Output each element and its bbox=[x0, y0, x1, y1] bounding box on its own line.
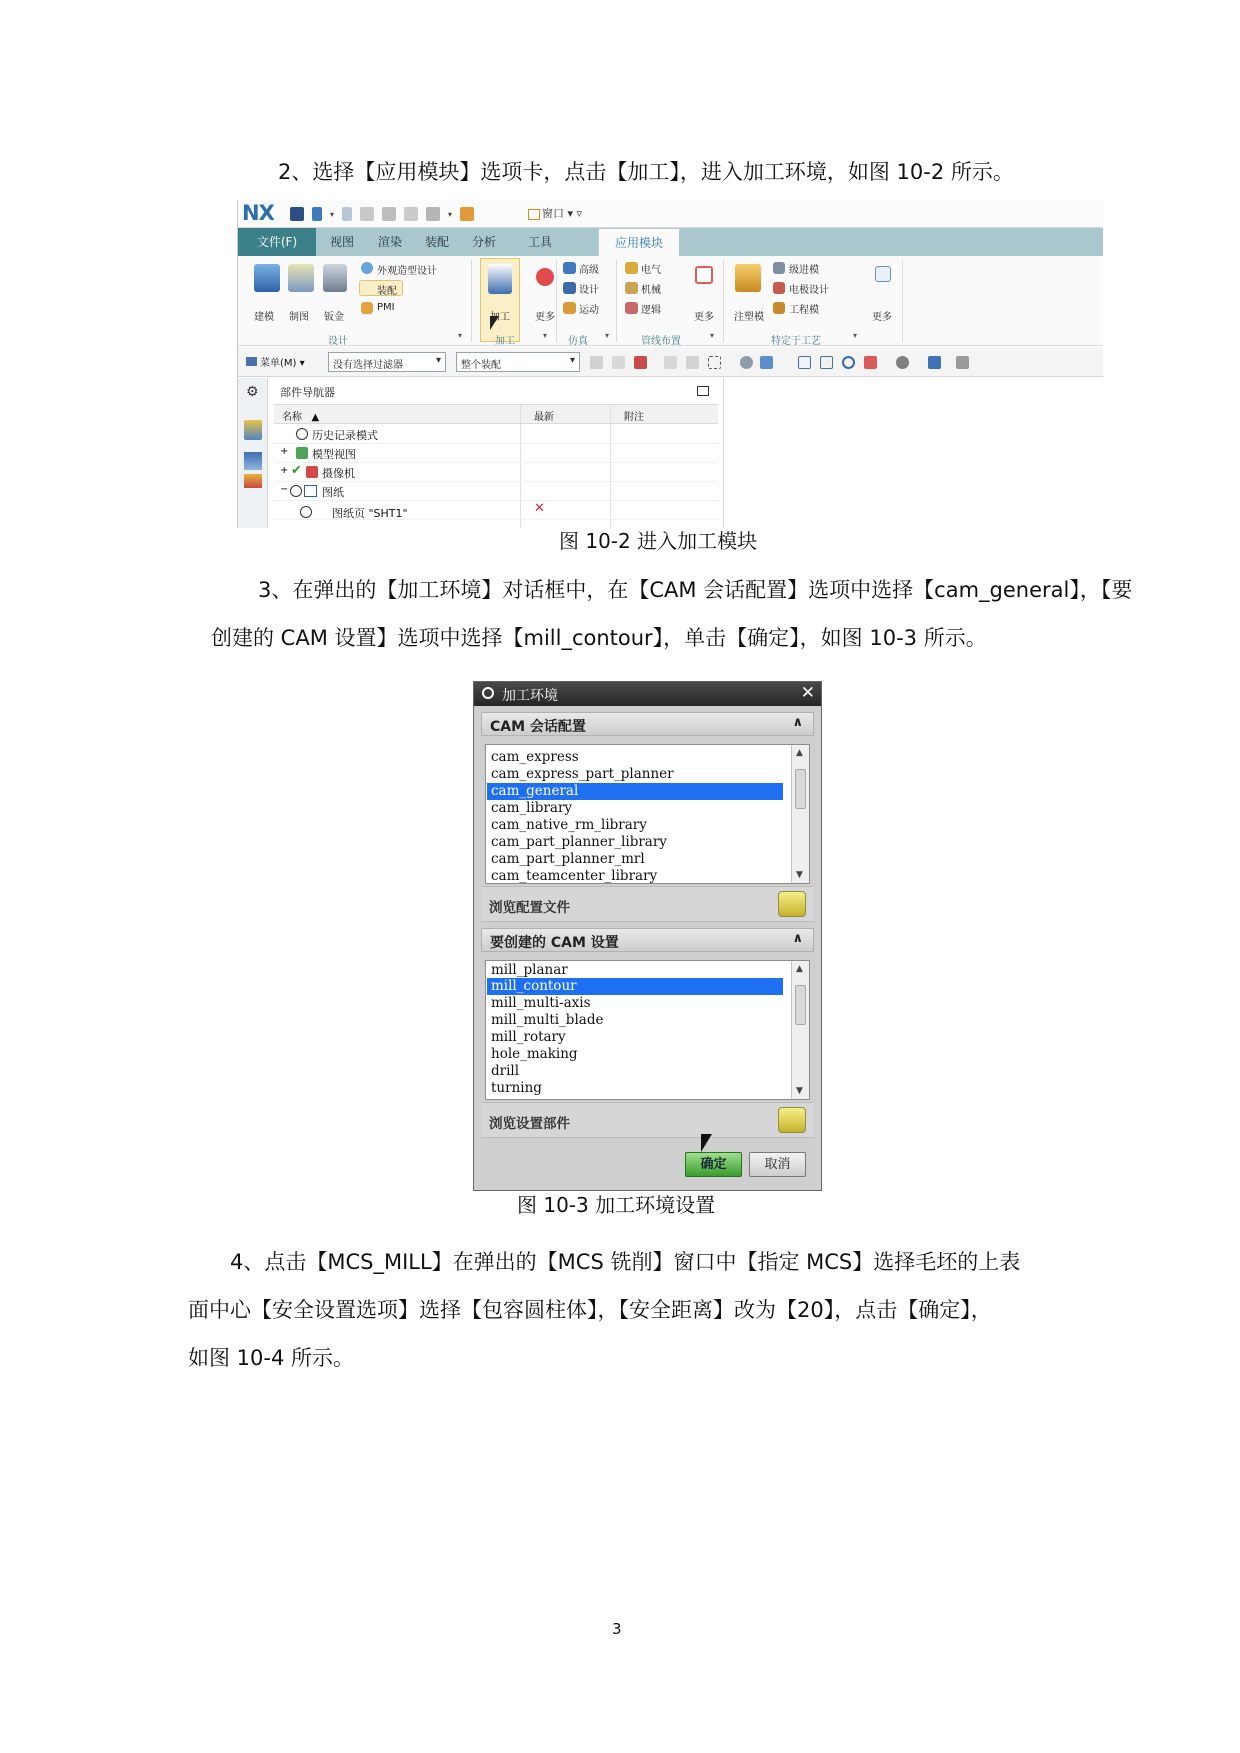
progressive-die-icon[interactable] bbox=[773, 262, 785, 274]
tree-row-history[interactable]: 历史记录模式 bbox=[274, 425, 718, 444]
pmi-icon[interactable] bbox=[361, 302, 373, 314]
list-item[interactable]: cam_express bbox=[491, 749, 579, 765]
fit-view-icon[interactable] bbox=[798, 356, 811, 369]
shape-studio-label[interactable]: 外观造型设计 bbox=[377, 266, 437, 277]
rotate-icon[interactable] bbox=[842, 356, 855, 369]
menu-icon bbox=[246, 357, 257, 366]
ribbon-tab-bar bbox=[238, 228, 1103, 256]
camera-icon bbox=[306, 466, 318, 478]
nx-logo: NX bbox=[242, 201, 274, 225]
expand-icon[interactable]: + bbox=[280, 465, 289, 476]
copy-icon[interactable] bbox=[382, 207, 396, 221]
design-group-label: 设计 bbox=[328, 336, 348, 347]
mechanical-icon[interactable] bbox=[625, 282, 638, 294]
process-more-label[interactable]: 更多 bbox=[872, 312, 892, 323]
engineering-die-icon[interactable] bbox=[773, 302, 785, 314]
step4-paragraph-line2: 面中心【安全设置选项】选择【包容圆柱体】，【安全距离】改为【20】，点击【确定】， bbox=[188, 1298, 992, 1322]
process-group-label: 特定于工艺 bbox=[771, 336, 821, 347]
sphere-icon[interactable] bbox=[740, 356, 753, 369]
browse-config-row bbox=[481, 886, 814, 922]
col-name-header[interactable]: 名称 ▲ bbox=[282, 412, 320, 423]
drafting-label[interactable]: 制图 bbox=[289, 312, 309, 323]
list-item[interactable]: mill_multi_blade bbox=[491, 1012, 604, 1028]
figure-10-3-caption: 图 10-3 加工环境设置 bbox=[517, 1193, 716, 1217]
tab-assembly[interactable]: 装配 bbox=[425, 235, 450, 249]
selection-filter-dropdown[interactable]: 没有选择过滤器 ▾ bbox=[328, 352, 446, 372]
tab-file[interactable]: 文件(F) bbox=[238, 228, 316, 256]
list-item[interactable]: cam_part_planner_mrl bbox=[491, 851, 645, 867]
cam-setup-list[interactable] bbox=[485, 960, 810, 1100]
selection-scope-dropdown[interactable]: 整个装配 ▾ bbox=[456, 352, 580, 372]
electrode-design-icon[interactable] bbox=[773, 282, 785, 294]
ribbon-divider bbox=[556, 260, 557, 342]
part-navigator-title: 部件导航器 bbox=[280, 386, 335, 399]
redo-icon[interactable] bbox=[342, 207, 352, 221]
mechanical-label[interactable]: 机械 bbox=[641, 285, 661, 296]
mouse-pointer-icon bbox=[490, 316, 499, 330]
save-icon[interactable] bbox=[290, 207, 304, 221]
electrical-icon[interactable] bbox=[625, 262, 638, 274]
ribbon-divider bbox=[616, 260, 617, 342]
mold-wizard-label[interactable]: 注塑模 bbox=[734, 312, 764, 323]
cut-icon[interactable] bbox=[360, 207, 374, 221]
cube-icon[interactable] bbox=[760, 356, 773, 369]
chevron-down-icon[interactable]: ▾ bbox=[458, 331, 463, 340]
open-folder-icon[interactable] bbox=[778, 1107, 806, 1133]
quick-access-toolbar bbox=[238, 200, 1103, 228]
routing-more-icon[interactable] bbox=[695, 266, 713, 284]
step4-paragraph-line3: 如图 10-4 所示。 bbox=[188, 1346, 355, 1370]
browse-setup-row bbox=[481, 1102, 814, 1138]
list-item[interactable]: turning bbox=[491, 1080, 542, 1096]
tab-render[interactable]: 渲染 bbox=[378, 235, 403, 249]
list-item[interactable]: hole_making bbox=[491, 1046, 578, 1062]
advanced-sim-icon[interactable] bbox=[563, 262, 576, 274]
zoom-icon[interactable] bbox=[820, 356, 833, 369]
tree-row-drawings[interactable]: − 图纸 bbox=[274, 482, 718, 501]
out-of-date-icon: ✕ bbox=[534, 501, 545, 516]
electrode-design-label[interactable]: 电极设计 bbox=[789, 285, 829, 296]
cam-session-config-header[interactable]: CAM 会话配置 ∧ bbox=[481, 712, 814, 736]
list-item[interactable]: cam_native_rm_library bbox=[491, 817, 647, 833]
logical-icon[interactable] bbox=[625, 302, 638, 314]
scroll-up-icon[interactable]: ▲ bbox=[796, 748, 803, 758]
ribbon-divider bbox=[471, 260, 472, 342]
electrical-label[interactable]: 电气 bbox=[641, 265, 661, 276]
repeat-command-icon[interactable] bbox=[426, 207, 440, 221]
ribbon-divider bbox=[902, 260, 903, 342]
progressive-die-label[interactable]: 级进模 bbox=[789, 265, 819, 276]
list-item[interactable]: cam_library bbox=[491, 800, 573, 816]
assembly-navigator-icon[interactable] bbox=[244, 420, 262, 440]
expand-icon[interactable]: + bbox=[280, 446, 289, 457]
drafting-icon[interactable] bbox=[288, 264, 314, 292]
machining-environment-dialog bbox=[473, 681, 822, 1191]
constraint-navigator-icon[interactable] bbox=[244, 452, 262, 470]
engineering-die-label[interactable]: 工程模 bbox=[789, 305, 819, 316]
maximize-icon[interactable] bbox=[697, 386, 709, 396]
modeling-icon[interactable] bbox=[254, 264, 280, 292]
selection-toolbar bbox=[238, 347, 1103, 377]
sheet-metal-label[interactable]: 钣金 bbox=[324, 312, 344, 323]
collapse-icon[interactable]: ∧ bbox=[792, 715, 803, 730]
add-icon[interactable] bbox=[686, 356, 699, 369]
chevron-down-icon[interactable]: ▾ bbox=[330, 209, 335, 219]
routing-more-label[interactable]: 更多 bbox=[694, 312, 714, 323]
more-features-icon[interactable] bbox=[536, 268, 554, 286]
more-label[interactable]: 更多 bbox=[535, 312, 555, 323]
dialog-title-bar bbox=[474, 682, 821, 706]
machining-group-label: 加工 bbox=[495, 336, 515, 347]
drawing-icon bbox=[304, 485, 317, 497]
tree-row-model-views[interactable]: + 模型视图 bbox=[274, 444, 718, 463]
shaded-icon[interactable] bbox=[928, 356, 941, 369]
list-item-selected[interactable]: mill_contour bbox=[487, 978, 783, 995]
cam-setup-header[interactable]: 要创建的 CAM 设置 ∧ bbox=[481, 928, 814, 952]
pmi-label[interactable]: PMI bbox=[377, 302, 395, 313]
col-latest-header[interactable]: 最新 bbox=[534, 412, 554, 423]
part-navigator-icon[interactable] bbox=[244, 474, 262, 488]
step3-paragraph-line1: 3、在弹出的【加工环境】对话框中，在【CAM 会话配置】选项中选择【cam_general】，【要 bbox=[258, 578, 1133, 602]
scroll-down-icon[interactable]: ▼ bbox=[796, 870, 803, 880]
clock-icon bbox=[296, 428, 308, 440]
undo-icon[interactable] bbox=[312, 207, 322, 221]
checkmark-icon[interactable]: ✔ bbox=[291, 463, 302, 478]
gear-icon[interactable]: ⚙ bbox=[246, 384, 259, 400]
wcs-icon[interactable] bbox=[956, 356, 969, 369]
dialog-icon bbox=[482, 687, 494, 699]
scroll-thumb[interactable] bbox=[795, 985, 806, 1025]
sheet-metal-icon[interactable] bbox=[323, 264, 347, 292]
advanced-sim-label[interactable]: 高级 bbox=[579, 265, 599, 276]
design-sim-icon[interactable] bbox=[563, 282, 576, 294]
chevron-down-icon[interactable]: ▾ bbox=[605, 331, 610, 340]
tab-application[interactable]: 应用模块 bbox=[598, 228, 680, 257]
model-view-icon bbox=[296, 447, 308, 459]
box-select-icon[interactable] bbox=[708, 356, 721, 369]
application-ribbon bbox=[238, 256, 1103, 346]
process-more-icon[interactable] bbox=[875, 266, 891, 282]
collapse-icon[interactable]: ∧ bbox=[792, 931, 803, 946]
close-icon[interactable]: ✕ bbox=[800, 683, 815, 703]
paste-icon[interactable] bbox=[404, 207, 418, 221]
tree-row-sheet[interactable]: 图纸页 "SHT1" ✕ bbox=[274, 501, 718, 520]
chevron-down-icon[interactable]: ▾ bbox=[448, 209, 453, 219]
scroll-thumb[interactable] bbox=[795, 769, 806, 809]
tab-analysis[interactable]: 分析 bbox=[472, 235, 497, 249]
ok-button[interactable]: 确定 bbox=[685, 1152, 742, 1177]
clock-icon bbox=[300, 506, 312, 518]
list-item[interactable]: cam_express_part_planner bbox=[491, 766, 674, 782]
design-sim-label[interactable]: 设计 bbox=[579, 285, 599, 296]
figure-10-2-caption: 图 10-2 进入加工模块 bbox=[559, 529, 758, 553]
ribbon-divider bbox=[723, 260, 724, 342]
chevron-down-icon[interactable]: ▾ bbox=[543, 331, 548, 340]
col-note-header[interactable]: 附注 bbox=[624, 412, 644, 423]
browse-config-label: 浏览配置文件 bbox=[489, 900, 570, 916]
list-item[interactable]: drill bbox=[491, 1063, 520, 1079]
dialog-title: 加工环境 bbox=[502, 688, 558, 704]
tree-row-cameras[interactable]: + ✔ 摄像机 bbox=[274, 463, 718, 482]
modeling-label[interactable]: 建模 bbox=[254, 312, 274, 323]
scroll-up-icon[interactable]: ▲ bbox=[796, 964, 803, 974]
list-item[interactable]: mill_planar bbox=[491, 962, 568, 978]
select-icon[interactable] bbox=[634, 356, 647, 369]
mold-wizard-icon[interactable] bbox=[735, 264, 761, 292]
step4-paragraph-line1: 4、点击【MCS_MILL】在弹出的【MCS 铣削】窗口中【指定 MCS】选择毛坯的上表 bbox=[230, 1250, 1021, 1274]
motion-icon[interactable] bbox=[563, 302, 576, 314]
resource-bar bbox=[238, 378, 268, 528]
open-folder-icon[interactable] bbox=[778, 891, 806, 917]
scrollbar[interactable] bbox=[791, 961, 809, 1099]
move-icon[interactable] bbox=[664, 356, 677, 369]
view-orient-icon[interactable] bbox=[864, 356, 877, 369]
snap-point-icon[interactable] bbox=[612, 356, 625, 369]
list-item[interactable]: mill_multi-axis bbox=[491, 995, 591, 1011]
machining-icon bbox=[488, 264, 512, 294]
list-item-selected[interactable]: cam_general bbox=[487, 783, 783, 800]
cam-config-list[interactable] bbox=[485, 744, 810, 884]
scrollbar[interactable] bbox=[791, 745, 809, 883]
tab-view[interactable]: 视图 bbox=[330, 235, 355, 249]
simulation-group-label: 仿真 bbox=[568, 336, 588, 347]
navigator-header-row bbox=[274, 404, 718, 424]
routing-group-label: 管线布置 bbox=[641, 336, 681, 347]
window-icon bbox=[528, 209, 540, 220]
list-item[interactable]: mill_rotary bbox=[491, 1029, 566, 1045]
part-navigator-panel bbox=[268, 378, 724, 528]
mouse-pointer-icon bbox=[701, 1134, 712, 1152]
tab-tools[interactable]: 工具 bbox=[528, 235, 553, 249]
window-menu[interactable]: 窗口 ▾ ▿ bbox=[528, 205, 582, 221]
list-item[interactable]: cam_part_planner_library bbox=[491, 834, 667, 850]
scroll-down-icon[interactable]: ▼ bbox=[796, 1086, 803, 1096]
collapse-icon[interactable]: − bbox=[280, 484, 289, 495]
chevron-down-icon[interactable]: ▾ bbox=[710, 331, 715, 340]
chevron-down-icon[interactable]: ▾ bbox=[853, 331, 858, 340]
shape-studio-icon[interactable] bbox=[361, 262, 373, 274]
list-item[interactable]: cam_teamcenter_library bbox=[491, 868, 658, 884]
page-number: 3 bbox=[612, 1620, 622, 1638]
touch-mode-icon[interactable] bbox=[460, 207, 474, 221]
snap-icon[interactable] bbox=[590, 356, 603, 369]
machining-label: 加工 bbox=[490, 312, 510, 323]
nx-window-screenshot bbox=[237, 200, 1103, 528]
step3-paragraph-line2: 创建的 CAM 设置】选项中选择【mill_contour】，单击【确定】，如图 10-3 所示。 bbox=[211, 626, 987, 650]
clock-icon bbox=[290, 485, 302, 497]
logical-label[interactable]: 逻辑 bbox=[641, 305, 661, 316]
motion-label[interactable]: 运动 bbox=[579, 305, 599, 316]
cancel-button[interactable]: 取消 bbox=[749, 1152, 806, 1177]
menu-button[interactable]: 菜单(M) ▾ bbox=[246, 354, 305, 369]
assembly-label[interactable]: 装配 bbox=[377, 286, 397, 297]
step2-paragraph: 2、选择【应用模块】选项卡，点击【加工】，进入加工环境，如图 10-2 所示。 bbox=[278, 160, 1014, 184]
render-style-icon[interactable] bbox=[896, 356, 909, 369]
browse-setup-label: 浏览设置部件 bbox=[489, 1116, 570, 1132]
